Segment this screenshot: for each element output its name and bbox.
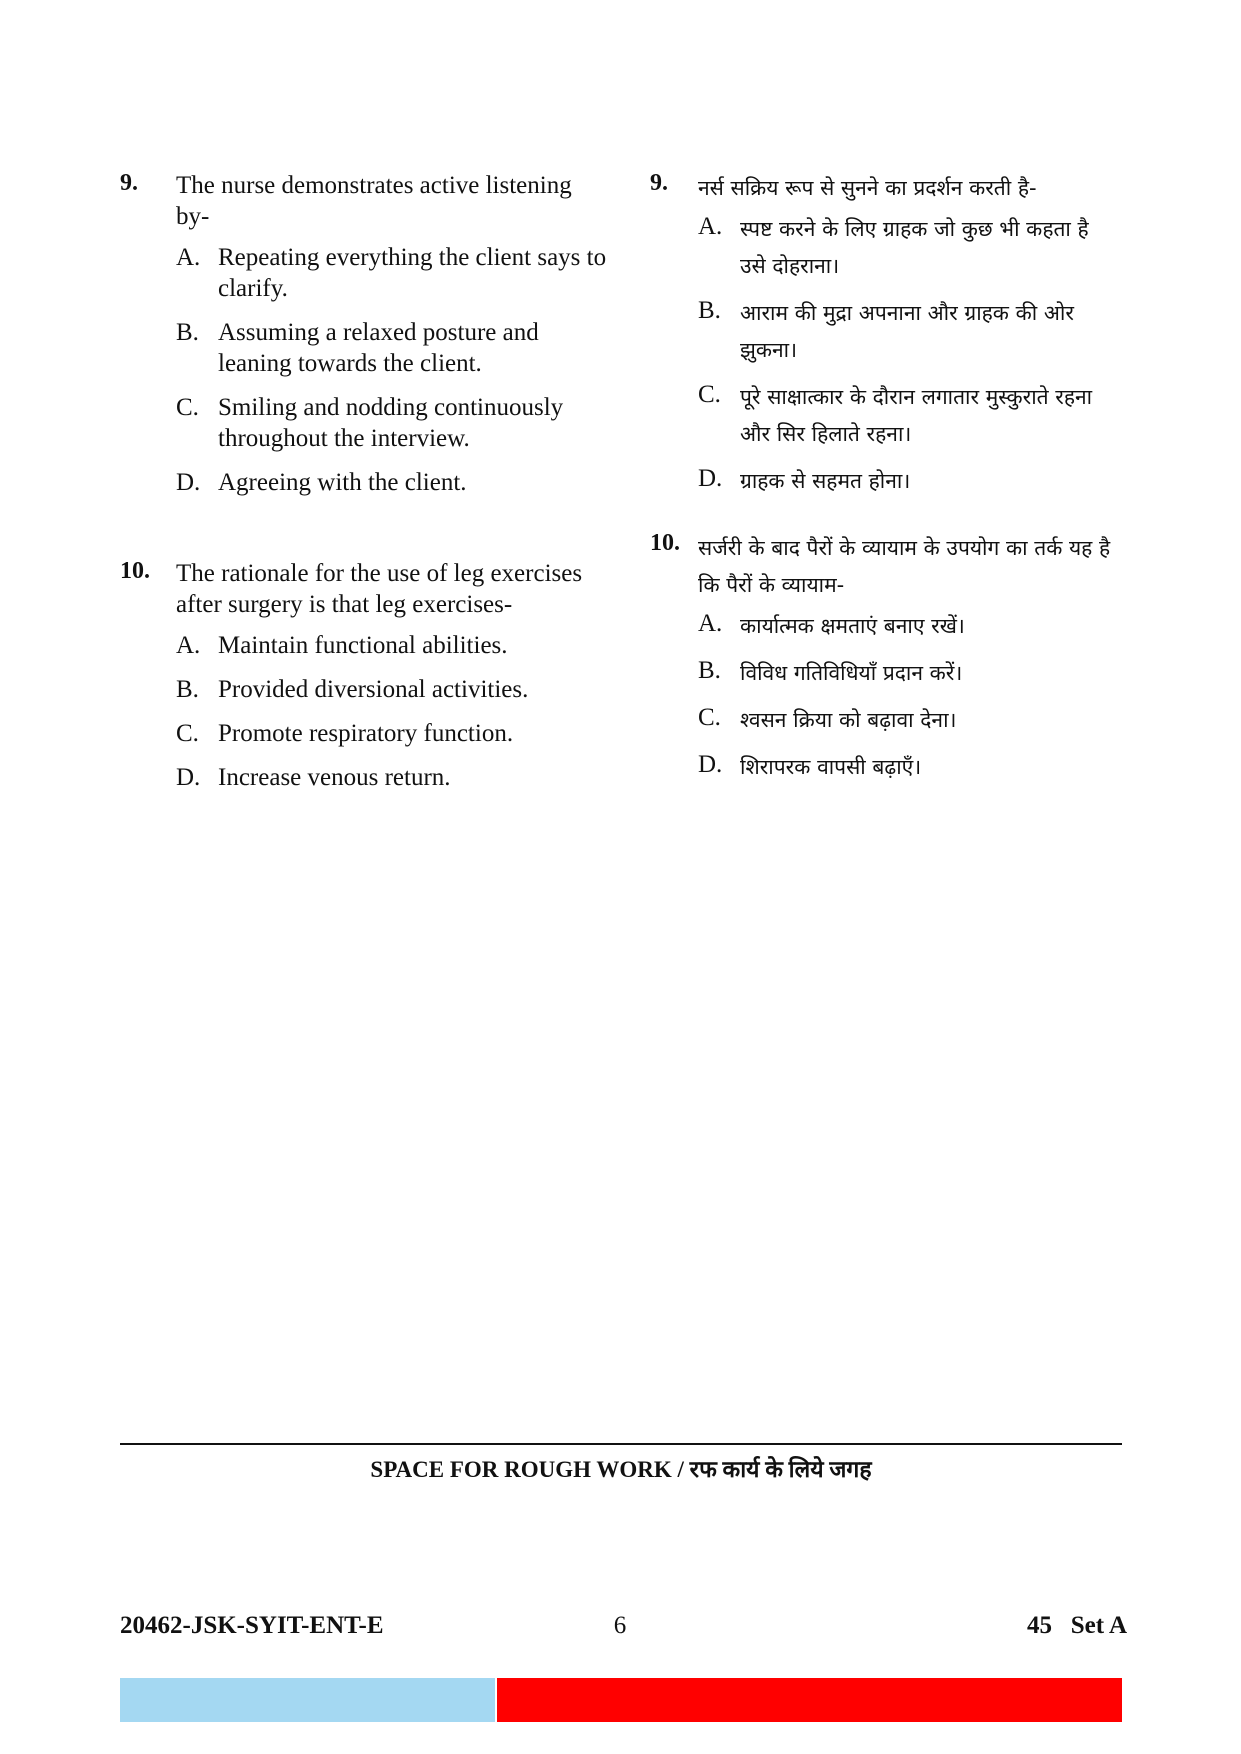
options-list — [176, 242, 610, 498]
option-b — [176, 317, 610, 379]
option-d — [698, 749, 1120, 786]
footer-color-bar-red — [497, 1678, 1122, 1722]
option-label: D. — [698, 465, 723, 492]
option-label: C. — [176, 394, 199, 421]
option-text: ग्राहक से सहमत होना। — [740, 469, 911, 493]
option-label: C. — [176, 720, 199, 747]
question-number: 9. — [650, 170, 668, 196]
hindi-column — [650, 170, 1120, 796]
option-label: A. — [698, 610, 723, 637]
option-b — [698, 295, 1120, 369]
page-number: 6 — [613, 1612, 627, 1639]
options-list — [698, 211, 1120, 500]
set-label: 45 Set A — [1027, 1612, 1127, 1639]
option-c — [698, 379, 1120, 453]
footer-color-bar-blue — [120, 1678, 495, 1722]
question-text: नर्स सक्रिय रूप से सुनने का प्रदर्शन करती है- — [698, 176, 1037, 200]
option-label: C. — [698, 704, 721, 731]
question-9-en — [120, 170, 610, 498]
options-list — [698, 608, 1120, 786]
english-column — [120, 170, 610, 806]
option-label: B. — [176, 676, 199, 703]
options-list — [176, 630, 610, 793]
option-d — [176, 762, 610, 793]
option-label: B. — [698, 297, 721, 324]
option-text: Increase venous return. — [218, 764, 451, 791]
option-label: D. — [176, 469, 201, 496]
question-number: 10. — [120, 558, 150, 584]
rough-work-divider — [120, 1443, 1122, 1445]
question-text: सर्जरी के बाद पैरों के व्यायाम के उपयोग का तर्क यह है कि पैरों के व्यायाम- — [698, 536, 1111, 597]
paper-code: 20462-JSK-SYIT-ENT-E — [120, 1612, 384, 1639]
option-label: B. — [698, 657, 721, 684]
option-label: A. — [698, 213, 723, 240]
option-a — [176, 242, 610, 304]
option-text: पूरे साक्षात्कार के दौरान लगातार मुस्कुराते रहना और सिर हिलाते रहना। — [740, 385, 1093, 446]
option-a — [176, 630, 610, 661]
option-label: B. — [176, 319, 199, 346]
option-a — [698, 211, 1120, 285]
option-b — [698, 655, 1120, 692]
option-d — [176, 467, 610, 498]
question-9-hi — [650, 170, 1120, 500]
option-label: D. — [698, 751, 723, 778]
option-text: श्वसन क्रिया को बढ़ावा देना। — [740, 708, 957, 732]
option-c — [698, 702, 1120, 739]
question-text: The nurse demonstrates active listening by- — [176, 172, 572, 230]
option-text: Repeating everything the client says to clarify. — [218, 244, 607, 302]
option-text: कार्यात्मक क्षमताएं बनाए रखें। — [740, 614, 965, 638]
question-number: 9. — [120, 170, 138, 196]
rough-work-label: SPACE FOR ROUGH WORK / रफ कार्य के लिये जगह — [370, 1457, 872, 1482]
option-c — [176, 718, 610, 749]
option-label: A. — [176, 244, 201, 271]
option-text: Smiling and nodding continuously throughout the interview. — [218, 394, 564, 452]
question-text: The rationale for the use of leg exercises after surgery is that leg exercises- — [176, 560, 583, 618]
option-label: D. — [176, 764, 201, 791]
option-text: Maintain functional abilities. — [218, 632, 508, 659]
option-b — [176, 674, 610, 705]
option-text: विविध गतिविधियाँ प्रदान करें। — [740, 661, 963, 685]
option-label: A. — [176, 632, 201, 659]
option-a — [698, 608, 1120, 645]
option-text: स्पष्ट करने के लिए ग्राहक जो कुछ भी कहता है उसे दोहराना। — [740, 217, 1089, 278]
question-number: 10. — [650, 530, 680, 556]
question-10-hi — [650, 530, 1120, 786]
option-text: शिरापरक वापसी बढ़ाएँ। — [740, 755, 922, 779]
question-10-en — [120, 558, 610, 793]
option-c — [176, 392, 610, 454]
option-text: Provided diversional activities. — [218, 676, 529, 703]
option-d — [698, 463, 1120, 500]
option-text: Assuming a relaxed posture and leaning towards the client. — [218, 319, 539, 377]
option-text: Promote respiratory function. — [218, 720, 514, 747]
option-text: Agreeing with the client. — [218, 469, 467, 496]
option-label: C. — [698, 381, 721, 408]
option-text: आराम की मुद्रा अपनाना और ग्राहक की ओर झुकना। — [740, 301, 1074, 362]
